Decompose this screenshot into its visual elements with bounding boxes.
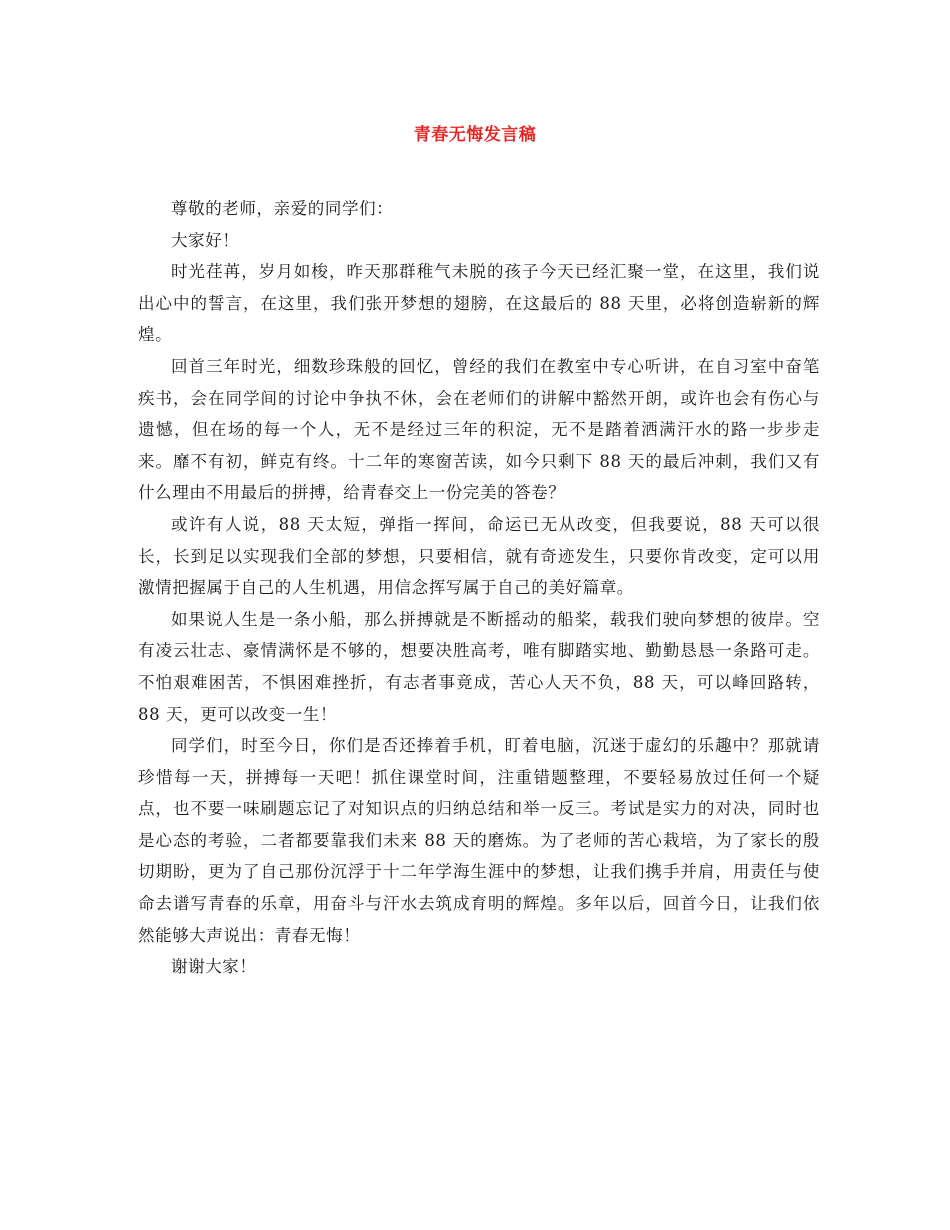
- document-body: [138, 193, 820, 983]
- paragraph-2: 回首三年时光，细数珍珠般的回忆，曾经的我们在教室中专心听讲，在自习室中奋笔疾书，会在同学间的讨论中争执不休，会在老师们的讲解中豁然开朗，或许也会有伤心与遗憾，但在场的每一个人，无不是经过三年的积淀，无不是踏着洒满汗水的路一步步走来。靡不有初，鲜克有终。十二年的寒窗苦读，如今只剩下 88 天的最后冲刺，我们又有什么理由不用最后的拼搏，给青春交上一份完美的答卷？: [138, 356, 820, 503]
- paragraph-4: 如果说人生是一条小船，那么拼搏就是不断摇动的船桨，载我们驶向梦想的彼岸。空有凌云壮志、豪情满怀是不够的，想要决胜高考，唯有脚踏实地、勤勤恳恳一条路可走。不怕艰难困苦，不惧困难挫折，有志者事竟成，苦心人天不负，88 天，可以峰回路转，88 天，更可以改变一生！: [138, 609, 820, 724]
- paragraph-greeting: 大家好！: [171, 230, 240, 250]
- paragraph-salutation: 尊敬的老师，亲爱的同学们：: [171, 199, 394, 218]
- paragraph-closing: 谢谢大家！: [171, 957, 257, 977]
- paragraph-3: 或许有人说，88 天太短，弹指一挥间，命运已无从改变，但我要说，88 天可以很长，长到足以实现我们全部的梦想，只要相信，就有奇迹发生，只要你肯改变，定可以用激情把握属于自己的人生机遇，用信念挥写属于自己的美好篇章。: [138, 514, 820, 598]
- paragraph-5: 同学们，时至今日，你们是否还捧着手机，盯着电脑，沉迷于虚幻的乐趣中？那就请珍惜每一天，拼搏每一天吧！抓住课堂时间，注重错题整理，不要轻易放过任何一个疑点，也不要一味刷题忘记了对知识点的归纳总结和举一反三。考试是实力的对决，同时也是心态的考验，二者都要靠我们未来 88 天的磨炼。为了老师的苦心栽培，为了家长的殷切期盼，更为了自己那份沉浮于十二年学海生涯中的梦想，让我们携手并肩，用责任与使命去谱写青春的乐章，用奋斗与汗水去筑成育明的辉煌。多年以后，回首今日，让我们依然能够大声说出：青春无悔！: [138, 736, 820, 945]
- paragraph-1: 时光荏苒，岁月如梭，昨天那群稚气未脱的孩子今天已经汇聚一堂，在这里，我们说出心中的誓言，在这里，我们张开梦想的翅膀，在这最后的 88 天里，必将创造崭新的辉煌。: [138, 262, 820, 345]
- document-title: 青春无悔发言稿: [413, 125, 537, 145]
